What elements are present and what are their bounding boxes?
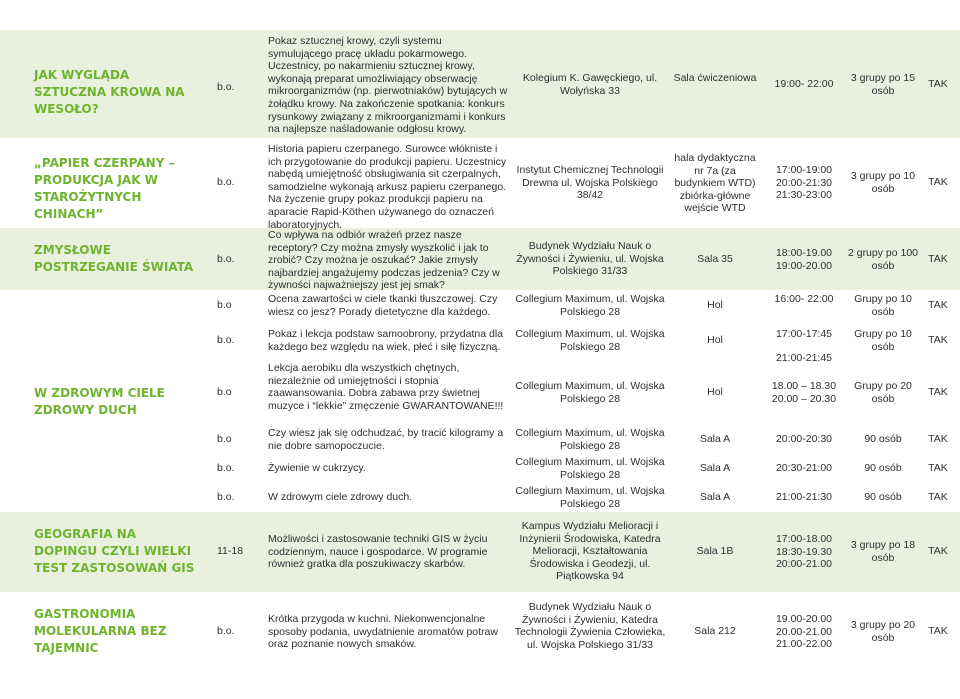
registration-cell: TAK [928,386,948,398]
description-cell: Pokaz sztucznej krowy, czyli systemu symulującego pracę układu pokarmowego. Uczestnicy, po nakarmieniu sztucznej krowy, wykonają preparat umożliwiający obserwację mikroorganizmów (np. pierwotniaków) bytujących w żołądku krowy. Na zakończenie spotkania: konkurs rysunkowy związany z mikroorganizmami i konkurs na najlepsze naśladowanie odgłosu krowy. [268,35,508,136]
room-cell: hala dydaktyczna nr 7a (za budynkiem WTD) zbiórka-główne wejście WTD [674,152,756,215]
age-cell: 11-18 [217,545,244,557]
room-cell: Hol [707,334,723,346]
time-cell: 17:00-17:45 21:00-21:45 [775,328,833,364]
location-cell: Collegium Maximum, ul. Wojska Polskiego 28 [515,328,665,353]
description-cell: Historia papieru czerpanego. Surowce włókniste i ich przygotowanie do produkcji papieru. Uczestnicy nabędą umiejętność obsługiwania sit czerpalnych, samodzielne wykonają arkusz papieru czerpanego. Na życzenie grupy pokaz produkcji papieru na aparacie Rapid-Köthen używanego do oznaczeń laboratoryjnych. [268,143,507,231]
group-cell: 3 grupy po 15 osób [850,72,916,97]
registration-cell: TAK [928,491,948,503]
time-cell: 19.00-20.00 20.00-21.00 21.00-22.00 [775,613,833,651]
location-cell: Kampus Wydziału Melioracji i Inżynierii Środowiska, Katedra Melioracji, Kształtowania Środowiska i Geodezji, ul. Piątkowska 94 [519,520,661,583]
time-cell: 18:00-19.00 19:00-20.00 [775,247,833,272]
age-cell: b.o. [217,176,235,188]
section-title: ZMYSŁOWE POSTRZEGANIE ŚWIATA [34,243,194,274]
room-cell: Sala 35 [697,253,733,265]
age-cell: b.o. [217,491,235,503]
section-title: GASTRONOMIA MOLEKULARNA BEZ TAJEMNIC [34,607,167,655]
age-cell: b.o [217,386,232,398]
location-cell: Budynek Wydziału Nauk o Żywności i Żywieniu, ul. Wojska Polskiego 31/33 [516,240,664,278]
registration-cell: TAK [928,625,948,637]
section-title: „PAPIER CZERPANY – PRODUKCJA JAK W STAROŻYTNYCH CHINACH” [34,156,175,221]
registration-cell: TAK [928,78,948,90]
room-cell: Hol [707,299,723,311]
registration-cell: TAK [928,299,948,311]
description-cell: Pokaz i lekcja podstaw samoobrony, przydatna dla każdego bez względu na wiek, płeć i siłę fizyczną. [268,328,504,353]
age-cell: b.o. [217,625,235,637]
location-cell: Kolegium K. Gawęckiego, ul. Wołyńska 33 [522,72,658,97]
section-title: GEOGRAFIA NA DOPINGU CZYLI WIELKI TEST ZASTOSOWAŃ GIS [34,527,195,575]
group-cell: 3 grupy po 20 osób [850,619,916,644]
description-cell: Lekcja aerobiku dla wszystkich chętnych, niezależnie od umiejętności i stopnia zaawansowania. Dobra zabawa przy świetnej muzyce i “lekkie” zmęczenie GWARANTOWANE!!! [268,362,504,412]
location-cell: Instytut Chemicznej Technologii Drewna ul. Wojska Polskiego 38/42 [516,164,664,202]
registration-cell: TAK [928,545,948,557]
room-cell: Sala A [699,491,731,503]
registration-cell: TAK [928,433,948,445]
registration-cell: TAK [928,334,948,346]
group-cell: Grupy po 20 osób [854,380,912,405]
location-cell: Collegium Maximum, ul. Wojska Polskiego 28 [515,380,665,405]
age-cell: b.o. [217,253,235,265]
time-cell: 21:00-21:30 [775,491,833,503]
location-cell: Collegium Maximum, ul. Wojska Polskiego 28 [515,485,665,510]
time-cell: 18.00 – 18.30 20.00 – 20.30 [771,380,837,405]
age-cell: b.o. [217,81,235,93]
time-cell: 16:00- 22:00 [774,293,834,305]
location-cell: Budynek Wydziału Nauk o Żywności i Żywieniu, Katedra Technologii Żywienia Człowieka, ul. Wojska Polskiego 31/33 [514,601,666,651]
room-cell: Sala 212 [694,625,736,637]
group-cell: 2 grupy po 100 osób [847,247,919,272]
time-cell: 17:00-18.00 18:30-19.30 20:00-21.00 [775,533,833,571]
registration-cell: TAK [928,176,948,188]
room-cell: Sala ćwiczeniowa [673,72,757,84]
description-cell: Żywienie w cukrzycy. [268,462,366,474]
age-cell: b.o. [217,334,235,346]
room-cell: Sala A [699,462,731,474]
time-cell: 17:00-19:00 20:00-21:30 21:30-23:00 [775,164,833,202]
time-cell: 19:00- 22:00 [774,78,834,90]
group-cell: 90 osób [864,433,902,445]
location-cell: Collegium Maximum, ul. Wojska Polskiego 28 [515,456,665,481]
time-cell: 20:00-20:30 [775,433,833,445]
registration-cell: TAK [928,253,948,265]
age-cell: b.o [217,299,232,311]
registration-cell: TAK [928,462,948,474]
description-cell: Ocena zawartości w ciele tkanki tłuszczowej. Czy wiesz co jesz? Porady dietetyczne dla każdego. [268,293,498,318]
description-cell: Możliwości i zastosowanie techniki GIS w życiu codziennym, nauce i gospodarce. W programie również gratka dla poszukiwaczy skarbów. [268,533,488,571]
section-title: W ZDROWYM CIELE ZDROWY DUCH [34,386,165,417]
group-cell: 3 grupy po 18 osób [850,539,916,564]
age-cell: b.o. [217,462,235,474]
location-cell: Collegium Maximum, ul. Wojska Polskiego 28 [515,427,665,452]
group-cell: 90 osób [864,462,902,474]
age-cell: b.o [217,433,232,445]
description-cell: Co wpływa na odbiór wrażeń przez nasze receptory? Czy można zmysły wyszkolić i jak to zrobić? Czy można je oszukać? Jakie zmysły najbardziej angażujemy podczas jedzenia? Czy w żywności najważniejszy jest jej smak? [268,229,500,292]
description-cell: Krótka przygoda w kuchni. Niekonwencjonalne sposoby podania, uwydatnienie aromatów potraw oraz poznanie nowych smaków. [268,613,498,651]
group-cell: 90 osób [864,491,902,503]
room-cell: Sala 1B [696,545,734,557]
description-cell: Czy wiesz jak się odchudzać, by tracić kilogramy a nie dobre samopoczucie. [268,427,504,452]
room-cell: Sala A [699,433,731,445]
group-cell: Grupy po 10 osób [854,293,912,318]
group-cell: Grupy po 10 osób [854,328,912,353]
location-cell: Collegium Maximum, ul. Wojska Polskiego 28 [515,293,665,318]
group-cell: 3 grupy po 10 osób [850,170,916,195]
description-cell: W zdrowym ciele zdrowy duch. [268,491,413,503]
time-cell: 20:30-21:00 [775,462,833,474]
section-title: JAK WYGLĄDA SZTUCZNA KROWA NA WESOŁO? [34,68,185,116]
room-cell: Hol [707,386,723,398]
